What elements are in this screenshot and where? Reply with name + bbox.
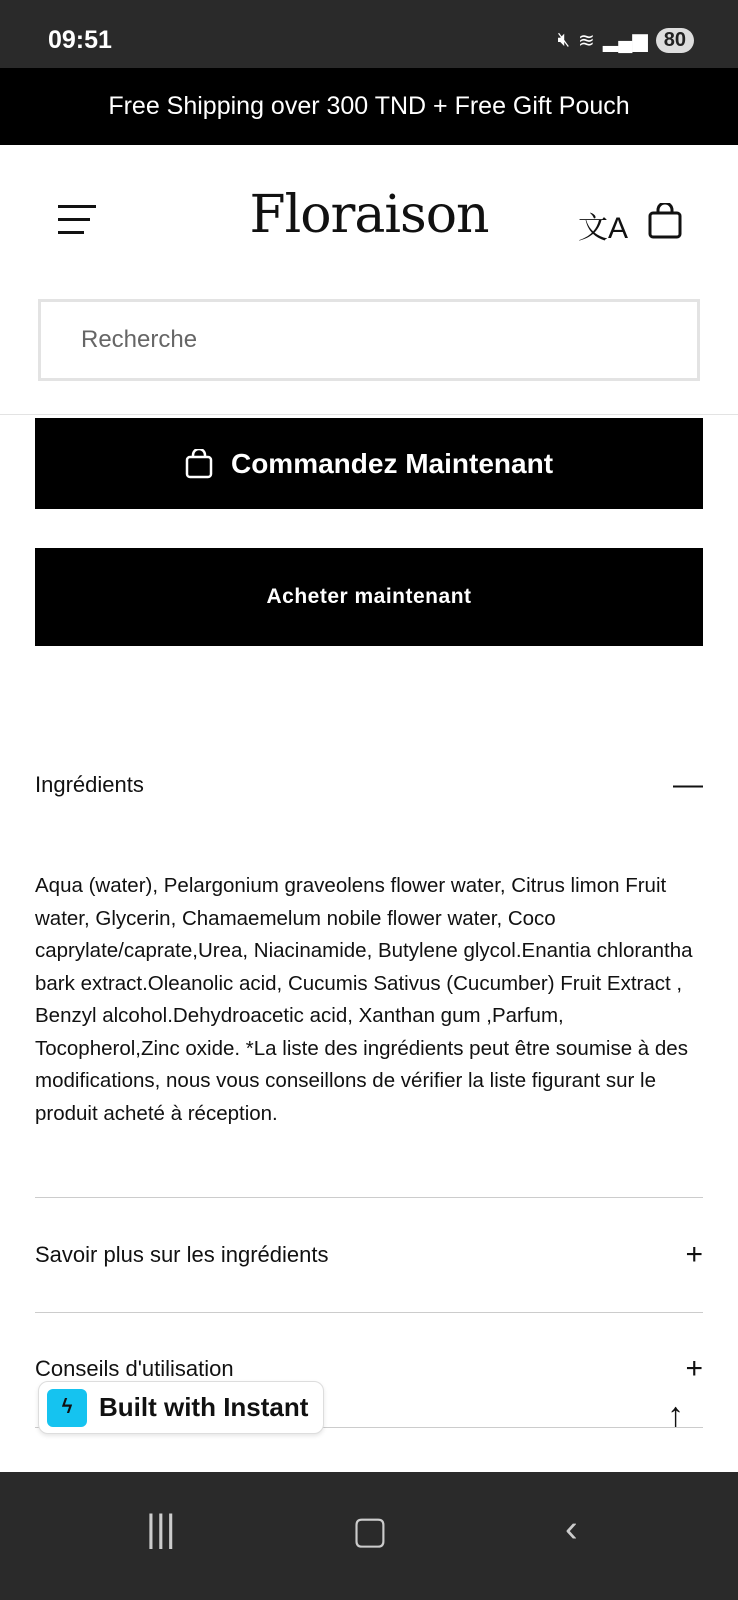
built-with-instant-badge[interactable] — [38, 1381, 324, 1434]
accordion-title: Ingrédients — [35, 772, 144, 797]
shopping-bag-icon — [185, 449, 213, 479]
wifi-icon: ≋ — [578, 30, 595, 52]
expand-icon[interactable]: + — [685, 1238, 703, 1271]
buy-now-button[interactable]: Acheter maintenant — [35, 548, 703, 646]
badge-label: Built with Instant — [99, 1392, 309, 1422]
collapse-icon[interactable]: — — [673, 768, 703, 801]
accordion-title: Conseils d'utilisation — [35, 1356, 234, 1381]
instant-logo-icon: ϟ — [47, 1389, 87, 1427]
expand-icon[interactable]: + — [685, 1352, 703, 1385]
home-icon[interactable]: ▢ — [352, 1510, 388, 1552]
promo-banner: Free Shipping over 300 TND + Free Gift Pouch — [0, 68, 738, 145]
cart-bag-icon[interactable] — [648, 203, 682, 244]
search-input[interactable]: Recherche — [38, 299, 700, 381]
divider — [35, 1312, 703, 1313]
android-nav-bar — [0, 1472, 738, 1600]
order-now-button[interactable] — [35, 418, 703, 509]
accordion-learn-more[interactable] — [35, 1238, 703, 1272]
divider — [35, 1197, 703, 1198]
accordion-title: Savoir plus sur les ingrédients — [35, 1242, 329, 1267]
recent-apps-icon[interactable]: ||| — [146, 1508, 176, 1550]
ingredients-text: Aqua (water), Pelargonium graveolens flower water, Citrus limon Fruit water, Glycerin, Chamaemelum nobile flower water, Coco caprylate/caprate,Urea, Niacinamide, Butylene glycol.Enantia chlorantha bark extract.Oleanolic acid, Cucumis Sativus (Cucumber) Fruit Extract , Benzyl alcohol.Dehydroacetic acid, Xanthan gum ,Parfum, Tocopherol,Zinc oxide. *La liste des ingrédients peut être soumise à des modifications, nous vous conseillons de vérifier la liste figurant sur le produit acheté à réception. — [35, 874, 693, 1125]
scroll-to-top-icon[interactable]: ↑ — [667, 1396, 684, 1434]
battery-indicator: 80 — [656, 28, 694, 53]
status-bar — [0, 0, 738, 68]
mute-icon: 🔇︎ — [557, 29, 571, 51]
site-header — [0, 145, 738, 415]
signal-icon: ▂▄▆ — [602, 30, 648, 52]
accordion-ingredients[interactable] — [35, 768, 703, 802]
back-icon[interactable]: ‹ — [565, 1508, 578, 1550]
logo[interactable]: Floraison — [249, 185, 489, 245]
clock: 09:51 — [48, 26, 112, 54]
translate-icon[interactable]: 文A — [578, 212, 629, 245]
order-now-label: Commandez Maintenant — [230, 447, 554, 479]
